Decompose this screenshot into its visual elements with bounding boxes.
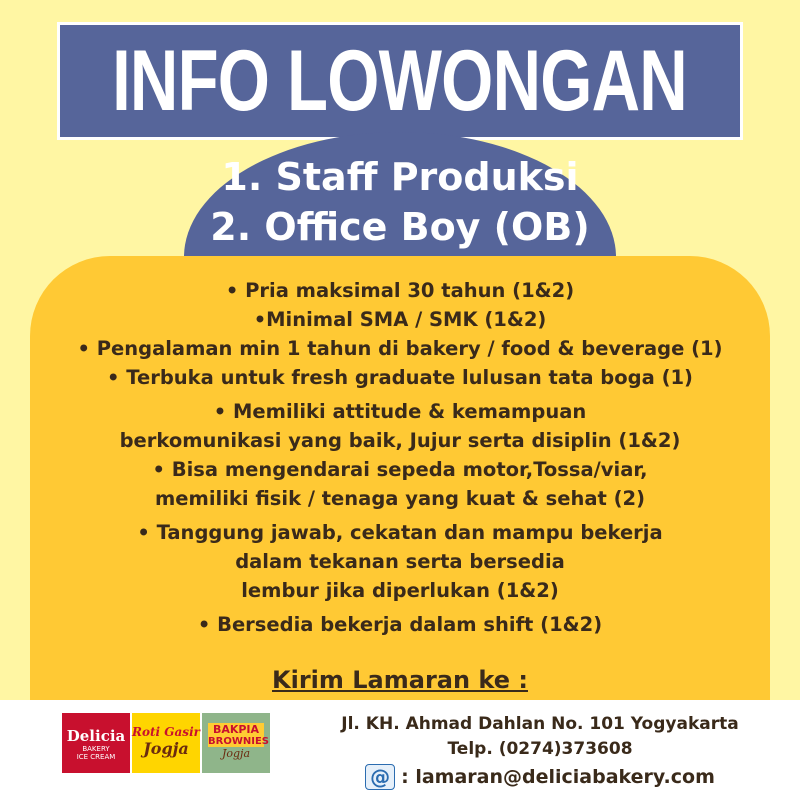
requirement-line: lembur jika diperlukan (1&2) xyxy=(241,579,559,602)
email-row xyxy=(330,764,750,790)
requirement-item xyxy=(30,518,770,605)
requirements-list xyxy=(30,276,770,639)
requirement-item xyxy=(30,363,770,392)
positions-list xyxy=(150,152,650,252)
address-text: Jl. KH. Ahmad Dahlan No. 101 Yogyakarta xyxy=(341,714,739,734)
requirement-line: • Terbuka untuk fresh graduate lulusan tata boga (1) xyxy=(107,366,693,389)
requirement-line: berkomunikasi yang baik, Jujur serta disiplin (1&2) xyxy=(119,429,681,452)
email-link[interactable]: : lamaran@deliciabakery.com xyxy=(401,765,715,788)
apply-heading: Kirim Lamaran ke : xyxy=(272,666,528,694)
requirement-item xyxy=(30,305,770,334)
requirement-item xyxy=(30,276,770,305)
phone-text: Telp. (0274)373608 xyxy=(447,739,633,759)
page-title: INFO LOWONGAN xyxy=(112,32,688,129)
roti-gasir-logo: Roti Gasir Jogja xyxy=(132,713,200,773)
requirement-line: • Bisa mengendarai sepeda motor,Tossa/viar, xyxy=(152,458,648,481)
title-banner xyxy=(57,22,743,140)
position-item: 2. Office Boy (OB) xyxy=(210,205,590,249)
requirement-item xyxy=(30,455,770,513)
requirement-line: • Pengalaman min 1 tahun di bakery / food & beverage (1) xyxy=(77,337,723,360)
requirement-line: dalam tekanan serta bersedia xyxy=(235,550,565,573)
requirement-line: • Bersedia bekerja dalam shift (1&2) xyxy=(197,613,603,636)
requirement-line: memiliki fisik / tenaga yang kuat & sehat (2) xyxy=(154,487,646,510)
requirement-item xyxy=(30,397,770,455)
bakpia-brownies-logo: BAKPIA BROWNIES Jogja xyxy=(202,713,270,773)
position-item: 1. Staff Produksi xyxy=(221,155,579,199)
email-at-icon: @ xyxy=(365,764,395,790)
requirement-line: • Memiliki attitude & kemampuan xyxy=(213,400,587,423)
requirement-line: • Pria maksimal 30 tahun (1&2) xyxy=(225,279,575,302)
contact-info xyxy=(330,712,750,790)
requirement-line: • Tanggung jawab, cekatan dan mampu bekerja xyxy=(137,521,663,544)
requirement-item xyxy=(30,334,770,363)
delicia-logo: Delicia BAKERY ICE CREAM xyxy=(62,713,130,773)
requirement-line: •Minimal SMA / SMK (1&2) xyxy=(253,308,547,331)
requirement-item xyxy=(30,610,770,639)
